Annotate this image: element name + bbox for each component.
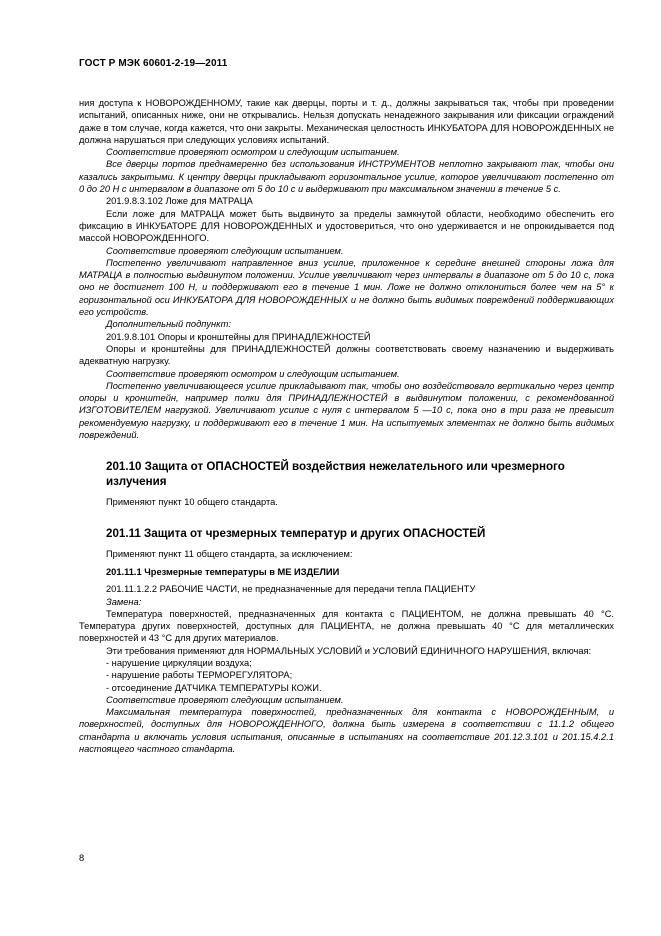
list-item: - нарушение работы ТЕРМОРЕГУЛЯТОРА;: [106, 670, 293, 681]
paragraph: Опоры и кронштейны для ПРИНАДЛЕЖНОСТЕЙ должны соответствовать своему назначению и выдерживать адекватную нагрузку.: [79, 343, 614, 367]
paragraph: Применяют пункт 11 общего стандарта, за исключением:: [106, 548, 353, 559]
list-item: - отсоединение ДАТЧИКА ТЕМПЕРАТУРЫ КОЖИ.: [106, 682, 322, 693]
subsection-heading-201-11-1: 201.11.1 Чрезмерные температуры в МЕ ИЗДЕЛИИ: [106, 566, 340, 577]
paragraph: Эти требования применяют для НОРМАЛЬНЫХ УСЛОВИЙ и УСЛОВИЙ ЕДИНИЧНОГО НАРУШЕНИЯ, включая:: [106, 645, 592, 656]
replacement-note: Замена:: [106, 596, 142, 607]
test-procedure: Постепенно увеличивающееся усилие прикладывают так, чтобы оно воздействовало вертикально через центр опоры и кронштейн, например полки для ПРИНАДЛЕЖНОСТЕЙ в выдвинутом положении, с рекомендованной ИЗГОТОВИТЕЛЕМ нагрузкой. Увеличивают усилие с нуля с интервалом 5 —10 с, пока оно в три раза не превысит рекомендуемую нагрузку, и поддерживают его в течение 1 мин. На испытуемых элементах не должно быть видимых повреждений.: [79, 380, 614, 441]
page-number: 8: [79, 853, 85, 863]
paragraph: Температура поверхностей, предназначенных для контакта с ПАЦИЕНТОМ, не должна превышать 40 °С. Температура других поверхностей, доступных для ПАЦИЕНТА, не должна превышать 40 °С для металлических поверхностей и 43 °С для других материалов.: [79, 608, 614, 644]
section-heading-201-10: 201.10 Защита от ОПАСНОСТЕЙ воздействия нежелательного или чрезмерного излучения: [106, 460, 565, 489]
compliance-note: Соответствие проверяют следующим испытанием.: [106, 694, 344, 705]
compliance-note: Соответствие проверяют осмотром и следующим испытанием.: [106, 147, 400, 158]
additional-subclause-note: Дополнительный подпункт:: [106, 319, 231, 330]
paragraph: ния доступа к НОВОРОЖДЕННОМУ, такие как дверцы, порты и т. д., должны закрываться так, чтобы при проведении испытаний, описанных ниже, они не открывались. Нельзя допускать ненадежного закрывания или фиксации ограждений даже в том случае, когда кажется, что они закрыты. Механическая целостность ИНКУБАТОРА ДЛЯ НОВОРОЖДЕННЫХ не должна нарушаться при следующих условиях испытаний.: [79, 98, 614, 145]
subclause-heading: 201.9.8.101 Опоры и кронштейны для ПРИНАДЛЕЖНОСТЕЙ: [106, 331, 371, 342]
document-header: ГОСТ Р МЭК 60601-2-19—2011: [79, 58, 228, 69]
subclause-heading: 201.11.1.2.2 РАБОЧИЕ ЧАСТИ, не предназначенные для передачи тепла ПАЦИЕНТУ: [106, 584, 476, 595]
section-heading-201-11: 201.11 Защита от чрезмерных температур и других ОПАСНОСТЕЙ: [106, 526, 486, 540]
compliance-note: Соответствие проверяют осмотром и следующим испытанием.: [106, 368, 400, 379]
subclause-heading: 201.9.8.3.102 Ложе для МАТРАЦА: [106, 196, 253, 207]
list-item: - нарушение циркуляции воздуха;: [106, 657, 252, 668]
paragraph: Если ложе для МАТРАЦА может быть выдвинуто за пределы замкнутой области, необходимо обеспечить его фиксацию в ИНКУБАТОРЕ ДЛЯ НОВОРОЖДЕННЫХ и удостовериться, что оно удерживается и не опрокидывается под массой НОВОРОЖДЕННОГО.: [79, 208, 614, 244]
compliance-note: Соответствие проверяют следующим испытанием.: [106, 245, 344, 256]
paragraph: Применяют пункт 10 общего стандарта.: [106, 497, 278, 508]
test-procedure: Максимальная температура поверхностей, предназначенных для контакта с НОВОРОЖДЕННЫМ, и поверхностей, доступных для НОВОРОЖДЕННОГО, должна быть измерена в соответствии с 11.1.2 общего стандарта и включать условия испытания, описанные в испытаниях на соответствие 201.12.3.101 и 201.15.4.2.1 настоящего частного стандарта.: [79, 707, 614, 755]
test-procedure: Все дверцы портов преднамеренно без использования ИНСТРУМЕНТОВ неплотно закрывают так, чтобы они казались закрытыми. К центру дверцы прикладывают горизонтальное усилие, которое увеличивают постепенно от 0 до 20 Н с интервалом в диапазоне от 5 до 10 с и выдерживают при максимальном значении в течение 5 с.: [79, 159, 614, 195]
test-procedure: Постепенно увеличивают направленное вниз усилие, приложенное к середине внешней стороны ложа для МАТРАЦА в полностью выдвинутом положении. Усилие увеличивают через интервалы в диапазоне от 5 до 10 с, пока оно не достигнет 100 Н, и поддерживают его в течение 1 мин. Ложе не должно отклониться более чем на 5° к горизонтальной оси ИНКУБАТОРА ДЛЯ НОВОРОЖДЕННЫХ и не должно быть видимых повреждений поддерживающих его устройств.: [79, 257, 614, 318]
document-body: [79, 97, 614, 755]
